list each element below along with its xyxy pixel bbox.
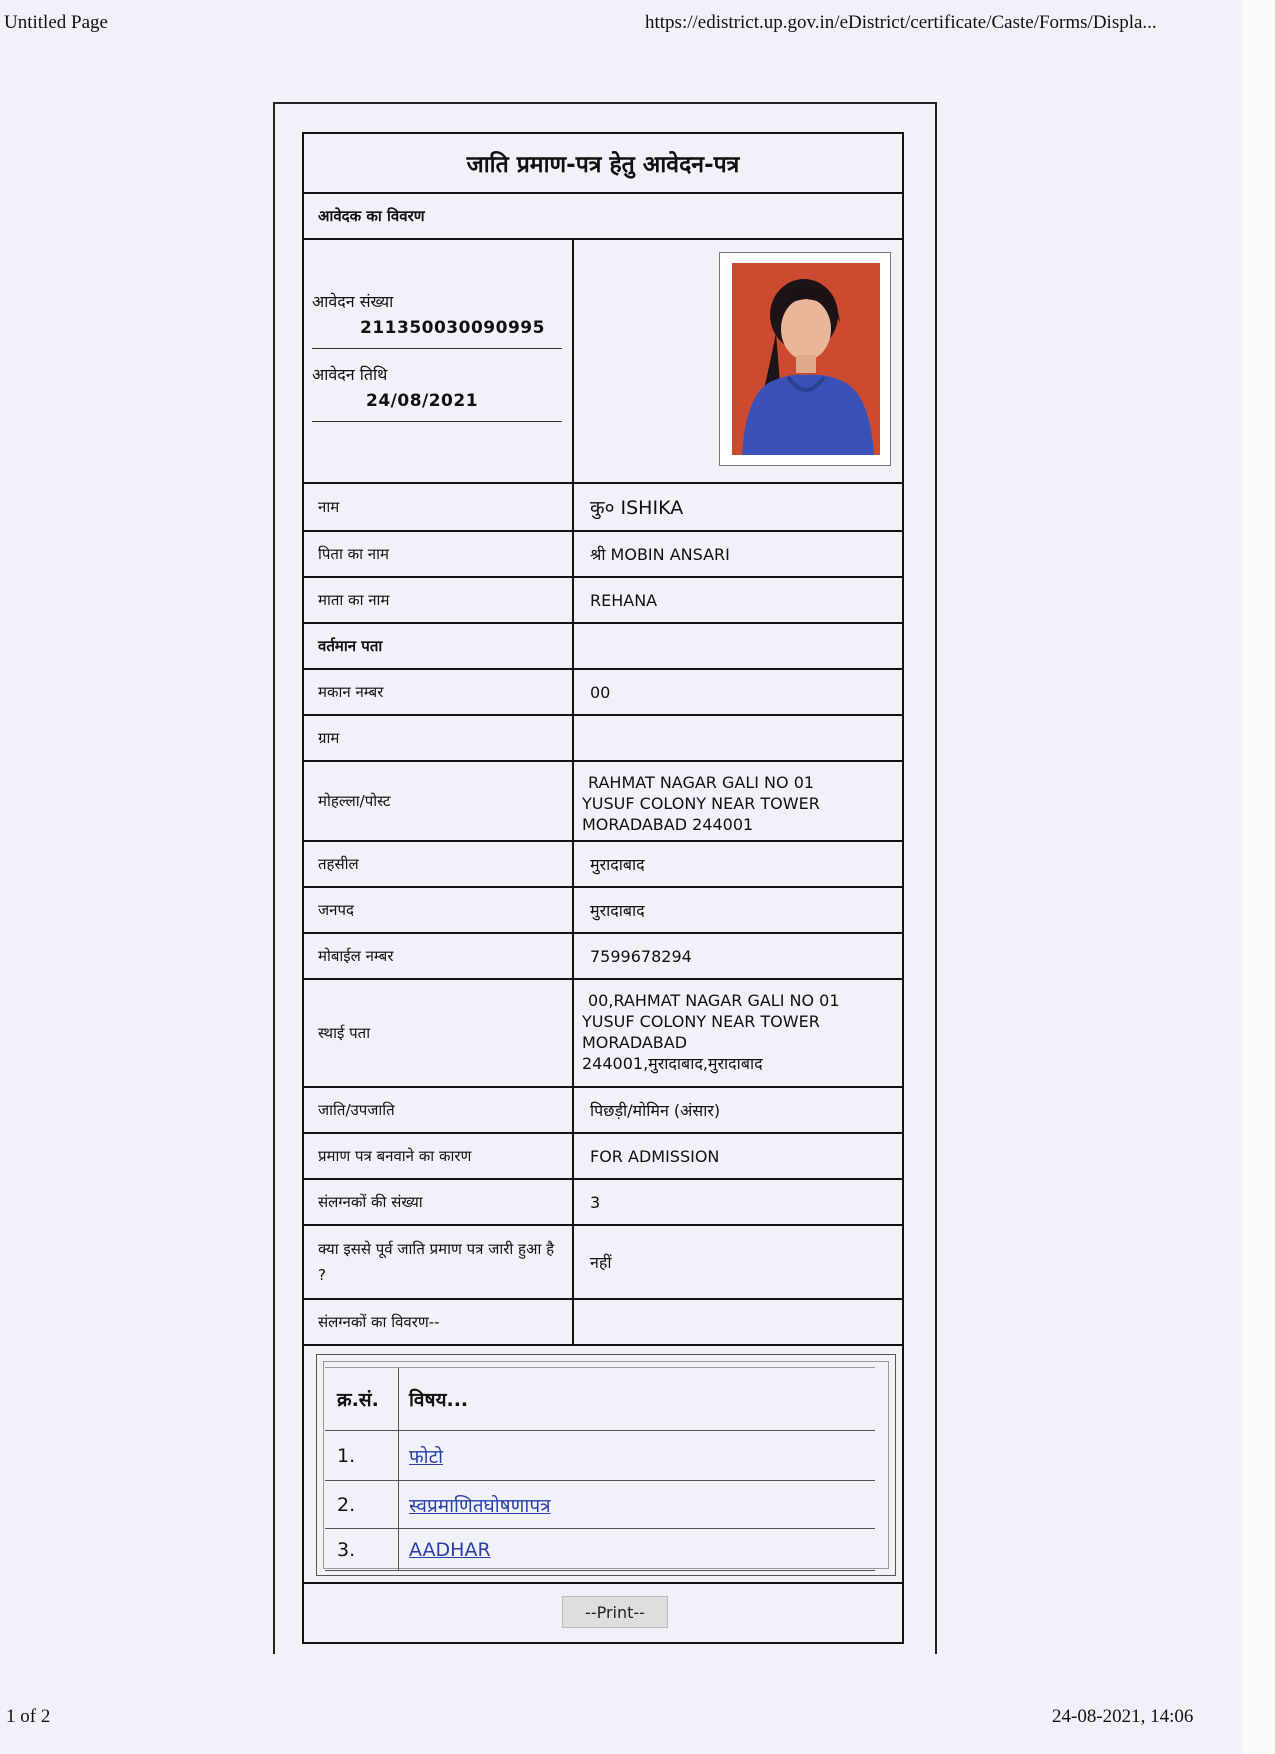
locality-line: RAHMAT NAGAR GALI NO 01 bbox=[588, 773, 815, 792]
value-house-number: 00 bbox=[590, 682, 611, 702]
value-reason: FOR ADMISSION bbox=[590, 1146, 720, 1166]
value-mobile: 7599678294 bbox=[590, 946, 692, 966]
application-date: 24/08/2021 bbox=[366, 391, 479, 411]
label-house-number: मकान नम्बर bbox=[304, 670, 574, 714]
row-father-name bbox=[304, 532, 902, 578]
row-current-address bbox=[304, 624, 902, 670]
attachment-link-aadhar[interactable]: AADHAR bbox=[409, 1538, 491, 1561]
attachment-serial: 3. bbox=[325, 1529, 399, 1570]
section-heading: आवेदक का विवरण bbox=[304, 194, 902, 240]
value-attachment-details bbox=[574, 1300, 902, 1344]
print-datetime: 24-08-2021, 14:06 bbox=[1052, 1706, 1194, 1727]
form-title: जाति प्रमाण-पत्र हेतु आवेदन-पत्र bbox=[304, 134, 902, 194]
application-info-block bbox=[304, 240, 902, 484]
label-current-address: वर्तमान पता bbox=[304, 624, 574, 668]
print-row bbox=[304, 1582, 902, 1646]
value-permanent-address bbox=[574, 980, 902, 1086]
row-name bbox=[304, 484, 902, 532]
attachment-link-declaration[interactable]: स्वप्रमाणितघोषणापत्र bbox=[409, 1494, 551, 1517]
value-mother-name: REHANA bbox=[590, 590, 658, 610]
label-permanent-address: स्थाई पता bbox=[304, 980, 574, 1086]
label-tehsil: तहसील bbox=[304, 842, 574, 886]
value-attachment-count: 3 bbox=[590, 1192, 601, 1212]
address-line: 00,RAHMAT NAGAR GALI NO 01 bbox=[588, 991, 840, 1010]
row-attachment-details bbox=[304, 1300, 902, 1346]
row-mobile bbox=[304, 934, 902, 980]
attachment-link-photo[interactable]: फोटो bbox=[409, 1445, 444, 1468]
row-house-number bbox=[304, 670, 902, 716]
locality-line: YUSUF COLONY NEAR TOWER bbox=[582, 794, 820, 813]
header-serial: क्र.सं. bbox=[325, 1368, 399, 1430]
table-row bbox=[325, 1481, 875, 1529]
address-line: MORADABAD bbox=[582, 1033, 688, 1052]
value-current-address bbox=[574, 624, 902, 668]
application-info bbox=[304, 240, 574, 482]
row-previous-certificate bbox=[304, 1226, 902, 1300]
row-village bbox=[304, 716, 902, 762]
row-attachment-count bbox=[304, 1180, 902, 1226]
print-page-title: Untitled Page bbox=[4, 12, 108, 33]
application-number-label: आवेदन संख्या bbox=[312, 292, 394, 311]
label-district: जनपद bbox=[304, 888, 574, 932]
row-locality bbox=[304, 762, 902, 842]
applicant-photo bbox=[732, 263, 880, 455]
attachment-serial: 1. bbox=[325, 1431, 399, 1480]
table-row bbox=[325, 1529, 875, 1571]
address-line: YUSUF COLONY NEAR TOWER bbox=[582, 1012, 820, 1031]
locality-line: MORADABAD 244001 bbox=[582, 815, 754, 834]
application-number: 211350030090995 bbox=[360, 318, 545, 338]
divider bbox=[312, 421, 562, 422]
row-permanent-address bbox=[304, 980, 902, 1088]
row-reason bbox=[304, 1134, 902, 1180]
attachments-header bbox=[325, 1367, 875, 1431]
value-father-name: श्री MOBIN ANSARI bbox=[590, 545, 730, 564]
label-name: नाम bbox=[304, 484, 574, 530]
attachments-table bbox=[316, 1354, 896, 1576]
label-father-name: पिता का नाम bbox=[304, 532, 574, 576]
value-district: मुरादाबाद bbox=[590, 901, 645, 920]
label-reason: प्रमाण पत्र बनवाने का कारण bbox=[304, 1134, 574, 1178]
photo-frame bbox=[719, 252, 891, 466]
print-button[interactable]: --Print-- bbox=[562, 1596, 668, 1628]
application-date-label: आवेदन तिथि bbox=[312, 365, 388, 384]
label-previous-certificate: क्या इससे पूर्व जाति प्रमाण पत्र जारी हुआ है ? bbox=[304, 1226, 574, 1298]
label-attachment-count: संलग्नकों की संख्या bbox=[304, 1180, 574, 1224]
value-tehsil: मुरादाबाद bbox=[590, 855, 645, 874]
value-locality bbox=[574, 762, 902, 840]
print-page-url: https://edistrict.up.gov.in/eDistrict/certificate/Caste/Forms/Displa... bbox=[645, 12, 1157, 33]
paper-edge bbox=[1242, 0, 1275, 1754]
table-row bbox=[325, 1431, 875, 1481]
address-line: 244001,मुरादाबाद,मुरादाबाद bbox=[582, 1054, 763, 1073]
label-caste: जाति/उपजाति bbox=[304, 1088, 574, 1132]
photo-cell bbox=[574, 240, 902, 482]
label-mother-name: माता का नाम bbox=[304, 578, 574, 622]
header-subject: विषय... bbox=[409, 1389, 469, 1411]
value-name: कु० ISHIKA bbox=[590, 497, 684, 519]
print-page-number: 1 of 2 bbox=[6, 1706, 51, 1727]
application-form bbox=[302, 132, 904, 1644]
attachment-serial: 2. bbox=[325, 1481, 399, 1528]
label-mobile: मोबाईल नम्बर bbox=[304, 934, 574, 978]
row-caste bbox=[304, 1088, 902, 1134]
label-attachment-details: संलग्नकों का विवरण-- bbox=[304, 1300, 574, 1344]
row-district bbox=[304, 888, 902, 934]
value-caste: पिछड़ी/मोमिन (अंसार) bbox=[590, 1101, 721, 1120]
row-tehsil bbox=[304, 842, 902, 888]
value-village bbox=[574, 716, 902, 760]
row-mother-name bbox=[304, 578, 902, 624]
label-village: ग्राम bbox=[304, 716, 574, 760]
label-locality: मोहल्ला/पोस्ट bbox=[304, 762, 574, 840]
value-previous-certificate: नहीं bbox=[590, 1253, 612, 1272]
